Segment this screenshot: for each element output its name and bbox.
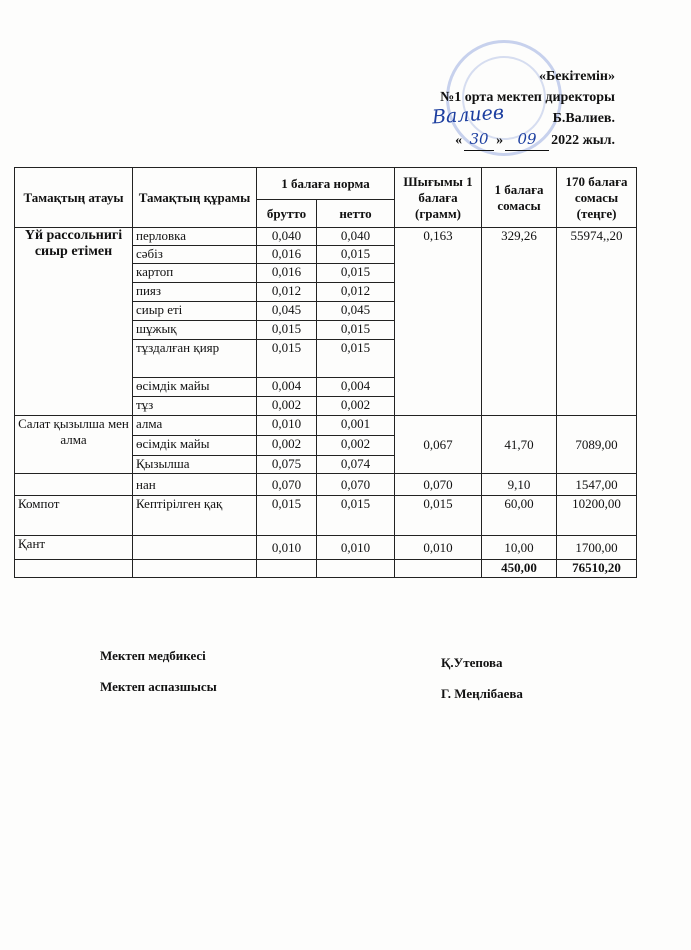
cook-title: Мектеп аспазшысы [100, 679, 217, 694]
table-row: тұздалған қияр 0,015 0,015 [15, 340, 637, 378]
total-cost-170: 76510,20 [557, 560, 637, 578]
table-row: пияз 0,012 0,012 [15, 283, 637, 302]
dish2-name: Салат қызылша мен алма [15, 416, 133, 474]
approval-block [440, 66, 615, 151]
menu-table [14, 167, 637, 578]
nurse-name: Қ.Утепова [441, 655, 503, 670]
table-row: шұжық 0,015 0,015 [15, 321, 637, 340]
table-row-bread: нан 0,070 0,070 0,070 9,10 1547,00 [15, 474, 637, 496]
header-netto: нетто [317, 200, 395, 228]
header-yield: Шығымы 1 балаға (грамм) [395, 168, 482, 228]
table-row: Салат қызылша мен алма алма 0,010 0,001 0,067 41,70 7089,00 [15, 416, 637, 436]
header-norm: 1 балаға норма [257, 168, 395, 200]
table-row: өсімдік майы 0,004 0,004 [15, 378, 637, 397]
cook-name: Г. Меңлібаева [441, 686, 523, 701]
approval-position: №1 орта мектеп директоры [440, 90, 615, 105]
table-row: тұз 0,002 0,002 [15, 397, 637, 416]
approval-year: 2022 жыл. [551, 133, 615, 148]
header-cost-one: 1 балаға сомасы [482, 168, 557, 228]
approval-month: 09 [505, 129, 549, 151]
table-row-sugar: Қант 0,010 0,010 0,010 10,00 1700,00 [15, 536, 637, 560]
dish2-cost-170: 7089,00 [557, 416, 637, 474]
director-signature: Валиев [431, 101, 505, 129]
dish2-yield: 0,067 [395, 416, 482, 474]
table-row: картоп 0,016 0,015 [15, 264, 637, 283]
dish1-cost-170: 55974,,20 [557, 228, 637, 416]
table-header-row [15, 168, 637, 200]
header-cost-170: 170 балаға сомасы (теңге) [557, 168, 637, 228]
approval-day: 30 [464, 129, 494, 151]
dish2-cost-one: 41,70 [482, 416, 557, 474]
table-row: Қызылша 0,075 0,074 [15, 456, 637, 474]
nurse-title: Мектеп медбикесі [100, 648, 206, 663]
dish1-name: Үй рассольнигі сиыр етімен [15, 228, 133, 416]
table-row: сәбіз 0,016 0,015 [15, 246, 637, 264]
table-row-total [15, 560, 637, 578]
dish1-cost-one: 329,26 [482, 228, 557, 416]
table-row-compote: Компот Кептірілген қақ 0,015 0,015 0,015 60,00 10200,00 [15, 496, 637, 536]
table-row: сиыр еті 0,045 0,045 [15, 302, 637, 321]
header-composition: Тамақтың құрамы [133, 168, 257, 228]
dish1-yield: 0,163 [395, 228, 482, 416]
table-row: Үй рассольнигі сиыр етімен перловка 0,040 0,040 0,163 329,26 55974,,20 [15, 228, 637, 246]
header-dish: Тамақтың атауы [15, 168, 133, 228]
approval-director-name: Б.Валиев. [552, 111, 615, 126]
approval-date: « 30 » 09 2022 жыл. [440, 129, 615, 151]
table-row: өсімдік майы 0,002 0,002 [15, 436, 637, 456]
approval-title: «Бекітемін» [538, 69, 615, 84]
header-brutto: брутто [257, 200, 317, 228]
total-cost-one: 450,00 [482, 560, 557, 578]
